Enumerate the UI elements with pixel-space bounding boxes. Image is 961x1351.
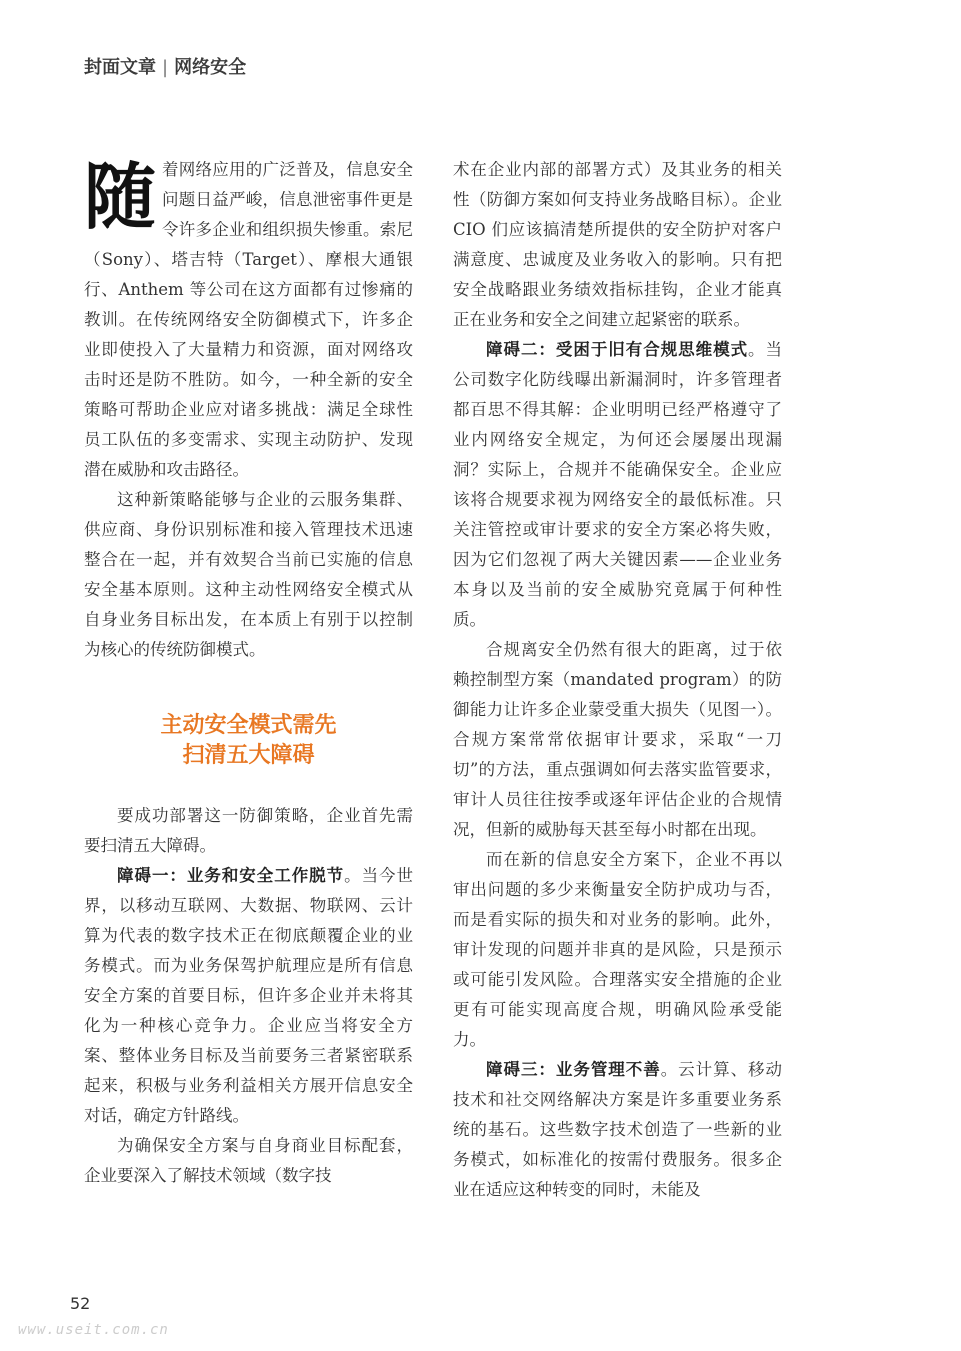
obstacle-two-text: 。当公司数字化防线曝出新漏洞时，许多管理者都百思不得其解：企业明明已经严格遵守了业内网络安全规定，为何还会屡屡出现漏洞？实际上，合规并不能确保安全。企业应该将合规要求视为网络安全的最低标准。只关注管控或审计要求的安全方案必将失败，因为它们忽视了两大关键因素——企业业务本身以及当前的安全威胁究竟属于何种性质。 [453, 340, 782, 629]
watermark: www.useit.com.cn [18, 1322, 169, 1338]
obstacle-two-heading: 障碍二：受困于旧有合规思维模式 [486, 340, 749, 359]
section-title [84, 711, 413, 771]
page-number: 52 [70, 1294, 91, 1313]
body-paragraph: 这种新策略能够与企业的云服务集群、供应商、身份识别标准和接入管理技术迅速整合在一起，并有效契合当前已实施的信息安全基本原则。这种主动性网络安全模式从自身业务目标出发，在本质上有别于以控制为核心的传统防御模式。 [84, 490, 413, 659]
body-paragraph: 为确保安全方案与自身商业目标配套，企业要深入了解技术领域（数字技 [84, 1136, 413, 1185]
obstacle-three-text: 。云计算、移动技术和社交网络解决方案是许多重要业务系统的基石。这些数字技术创造了一些新的业务模式，如标准化的按需付费服务。很多企业在适应这种转变的同时，未能及 [453, 1060, 782, 1199]
running-header [84, 53, 246, 79]
right-column [453, 155, 782, 1205]
body-paragraph: 合规离安全仍然有很大的距离，过于依赖控制型方案（mandated program）的防御能力让许多企业蒙受重大损失（见图一）。合规方案常常依据审计要求，采取“一刀切”的方法，重点强调如何去落实监管要求，审计人员往往按季或逐年评估企业的合规情况，但新的威胁每天甚至每小时都在出现。 [453, 640, 782, 839]
section-title-line: 扫清五大障碍 [182, 743, 315, 768]
drop-cap: 随 [84, 155, 157, 239]
obstacle-two-paragraph [453, 335, 782, 635]
header-topic: 网络安全 [174, 57, 247, 78]
body-paragraph: 而在新的信息安全方案下，企业不再以审出问题的多少来衡量安全防护成功与否，而是看实际的损失和对业务的影响。此外，审计发现的问题并非真的是风险，只是预示或可能引发风险。合理落实安全措施的企业更有可能实现高度合规，明确风险承受能力。 [453, 850, 782, 1049]
obstacle-one-text: 。当今世界，以移动互联网、大数据、物联网、云计算为代表的数字技术正在彻底颠覆企业的业务模式。而为业务保驾护航理应是所有信息安全方案的首要目标，但许多企业并未将其化为一种核心竞争力。企业应当将安全方案、整体业务目标及当前要务三者紧密联系起来，积极与业务利益相关方展开信息安全对话，确定方针路线。 [84, 866, 413, 1125]
header-section: 封面文章 [84, 57, 156, 78]
intro-text: 着网络应用的广泛普及，信息安全问题日益严峻，信息泄密事件更是令许多企业和组织损失惨重。索尼（Sony）、塔吉特（Target）、摩根大通银行、Anthem 等公司在这方面都有过惨痛的教训。在传统网络安全防御模式下，许多企业即使投入了大量精力和资源，面对网络攻击时还是防不胜防。如今，一种全新的安全策略可帮助企业应对诸多挑战：满足全球性员工队伍的多变需求、实现主动防护、发现潜在威胁和攻击路径。 [84, 160, 413, 479]
body-paragraph: 要成功部署这一防御策略，企业首先需要扫清五大障碍。 [84, 806, 413, 855]
intro-paragraph [84, 155, 413, 485]
left-column [84, 155, 413, 1191]
obstacle-one-heading: 障碍一：业务和安全工作脱节 [117, 866, 345, 885]
section-title-line: 主动安全模式需先 [160, 713, 337, 738]
obstacle-three-heading: 障碍三：业务管理不善 [486, 1060, 661, 1079]
header-separator: | [162, 57, 169, 78]
obstacle-one-paragraph [84, 861, 413, 1131]
obstacle-three-paragraph [453, 1055, 782, 1205]
continued-paragraph: 术在企业内部的部署方式）及其业务的相关性（防御方案如何支持业务战略目标）。企业 CIO 们应该搞清楚所提供的安全防护对客户满意度、忠诚度及业务收入的影响。只有把安全战略跟业务绩效指标挂钩，企业才能真正在业务和安全之间建立起紧密的联系。 [453, 160, 782, 329]
